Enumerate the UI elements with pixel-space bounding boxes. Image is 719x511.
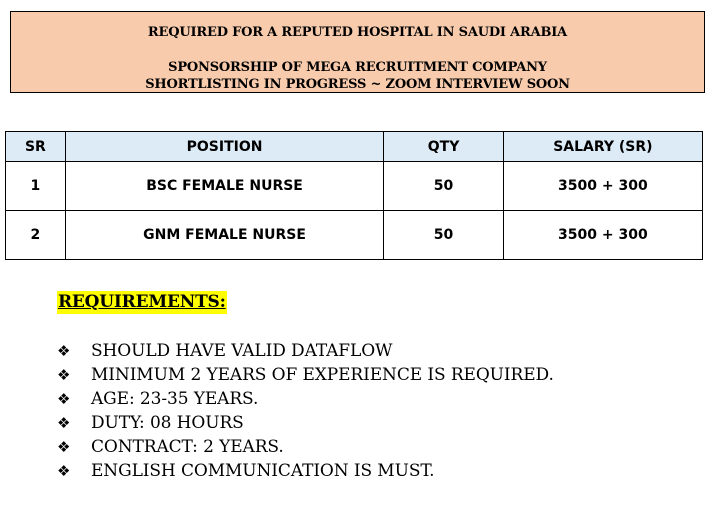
diamond-bullet-icon: ❖ — [57, 342, 71, 360]
column-header-salary: SALARY (SR) — [503, 132, 702, 162]
cell-qty: 50 — [384, 211, 503, 260]
column-header-qty: QTY — [384, 132, 503, 162]
table-row — [6, 162, 703, 211]
requirements-list — [57, 339, 554, 483]
column-header-sr: SR — [6, 132, 66, 162]
requirement-text: SHOULD HAVE VALID DATAFLOW — [91, 341, 393, 361]
list-item — [57, 459, 554, 483]
diamond-bullet-icon: ❖ — [57, 438, 71, 456]
diamond-bullet-icon: ❖ — [57, 390, 71, 408]
cell-sr: 1 — [6, 162, 66, 211]
requirement-text: DUTY: 08 HOURS — [91, 413, 244, 433]
table-row — [6, 211, 703, 260]
cell-qty: 50 — [384, 162, 503, 211]
header-title: REQUIRED FOR A REPUTED HOSPITAL IN SAUDI ARABIA — [147, 25, 568, 40]
diamond-bullet-icon: ❖ — [57, 366, 71, 384]
table-header-row — [6, 132, 703, 162]
requirement-text: AGE: 23-35 YEARS. — [91, 389, 259, 409]
requirement-text: MINIMUM 2 YEARS OF EXPERIENCE IS REQUIRED. — [91, 365, 554, 385]
list-item — [57, 339, 554, 363]
header-sponsorship: SPONSORSHIP OF MEGA RECRUITMENT COMPANY — [168, 60, 547, 75]
cell-sr: 2 — [6, 211, 66, 260]
cell-position: BSC FEMALE NURSE — [65, 162, 384, 211]
announcement-header — [10, 11, 705, 93]
cell-salary: 3500 + 300 — [503, 162, 702, 211]
column-header-position: POSITION — [65, 132, 384, 162]
cell-position: GNM FEMALE NURSE — [65, 211, 384, 260]
list-item — [57, 435, 554, 459]
header-status: SHORTLISTING IN PROGRESS ~ ZOOM INTERVIEW SOON — [145, 77, 570, 92]
requirements-title: REQUIREMENTS: — [58, 292, 226, 312]
positions-table — [5, 131, 703, 260]
requirement-text: CONTRACT: 2 YEARS. — [91, 437, 284, 457]
list-item — [57, 387, 554, 411]
diamond-bullet-icon: ❖ — [57, 462, 71, 480]
list-item — [57, 411, 554, 435]
requirement-text: ENGLISH COMMUNICATION IS MUST. — [91, 461, 435, 481]
cell-salary: 3500 + 300 — [503, 211, 702, 260]
diamond-bullet-icon: ❖ — [57, 414, 71, 432]
list-item — [57, 363, 554, 387]
